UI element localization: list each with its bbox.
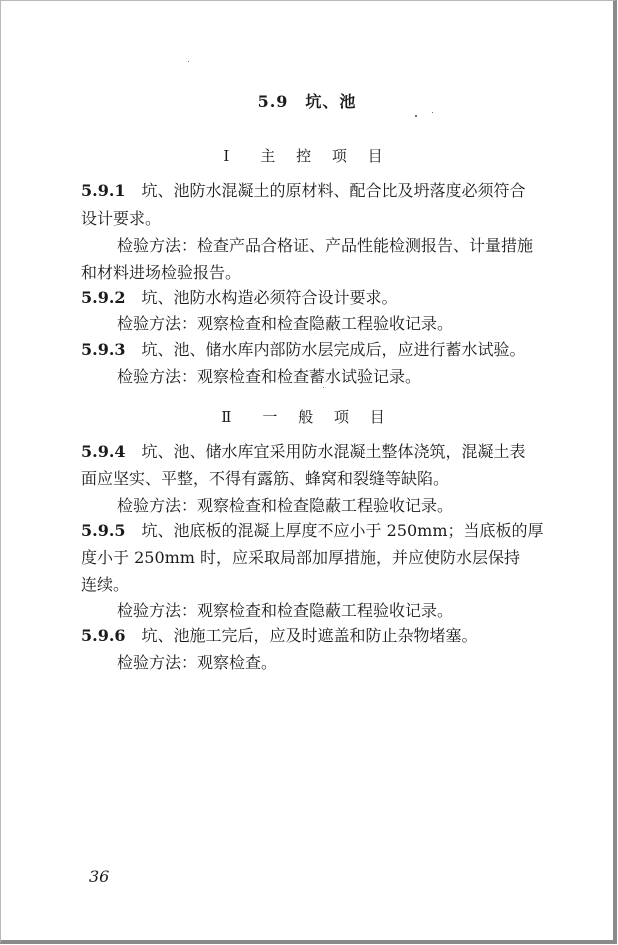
clause-text: 坑、池防水混凝土的原材料、配合比及坍落度必须符合 — [125, 181, 526, 200]
scan-speck — [188, 61, 189, 62]
clause-5-9-5-line-3: 连续。 — [81, 575, 130, 594]
clause-number: 5.9.5 — [81, 521, 126, 540]
clause-5-9-4-line-2: 面应坚实、平整，不得有露筋、蜂窝和裂缝等缺陷。 — [81, 469, 450, 488]
scan-speck — [415, 115, 417, 117]
subsection-title-general-items: Ⅱ 一 般 项 目 — [221, 408, 393, 426]
clause-5-9-1-line-1 — [81, 181, 586, 201]
clause-5-9-2 — [81, 288, 586, 308]
clause-number: 5.9.1 — [81, 181, 126, 200]
scan-speck — [323, 387, 324, 388]
clause-5-9-6 — [81, 626, 586, 646]
clause-5-9-4-line-1 — [81, 442, 586, 462]
clause-text: 坑、池、储水库宜采用防水混凝土整体浇筑，混凝土表 — [125, 442, 526, 461]
subsection-title-main-items: Ⅰ 主 控 项 目 — [223, 147, 391, 165]
section-title: 5.9 坑、池 — [257, 92, 357, 111]
clause-text: 坑、池防水构造必须符合设计要求。 — [125, 288, 398, 307]
clause-number: 5.9.2 — [81, 288, 126, 307]
scan-speck — [432, 112, 433, 113]
clause-number: 5.9.6 — [81, 626, 126, 645]
clause-5-9-3 — [81, 340, 586, 360]
clause-number: 5.9.4 — [81, 442, 126, 461]
inspection-method-5-9-1-line-2: 和材料进场检验报告。 — [81, 263, 242, 282]
inspection-method-5-9-4: 检验方法：观察检查和检查隐蔽工程验收记录。 — [117, 496, 454, 515]
clause-text: 坑、池施工完后，应及时遮盖和防止杂物堵塞。 — [125, 626, 478, 645]
inspection-method-5-9-6: 检验方法：观察检查。 — [117, 653, 278, 672]
clause-text: 坑、池、储水库内部防水层完成后，应进行蓄水试验。 — [125, 340, 526, 359]
inspection-method-5-9-3: 检验方法：观察检查和检查蓄水试验记录。 — [117, 367, 422, 386]
clause-5-9-1-line-2: 设计要求。 — [81, 209, 162, 228]
page-number: 36 — [89, 867, 110, 886]
clause-text: 坑、池底板的混凝上厚度不应小于 250mm；当底板的厚 — [125, 521, 544, 540]
clause-5-9-5-line-1 — [81, 521, 586, 541]
inspection-method-5-9-1-line-1: 检验方法：检查产品合格证、产品性能检测报告、计量措施 — [117, 236, 534, 255]
clause-5-9-5-line-2: 度小于 250mm 时，应采取局部加厚措施，并应使防水层保持 — [81, 548, 521, 567]
clause-number: 5.9.3 — [81, 340, 126, 359]
inspection-method-5-9-5: 检验方法：观察检查和检查隐蔽工程验收记录。 — [117, 601, 454, 620]
inspection-method-5-9-2: 检验方法：观察检查和检查隐蔽工程验收记录。 — [117, 314, 454, 333]
